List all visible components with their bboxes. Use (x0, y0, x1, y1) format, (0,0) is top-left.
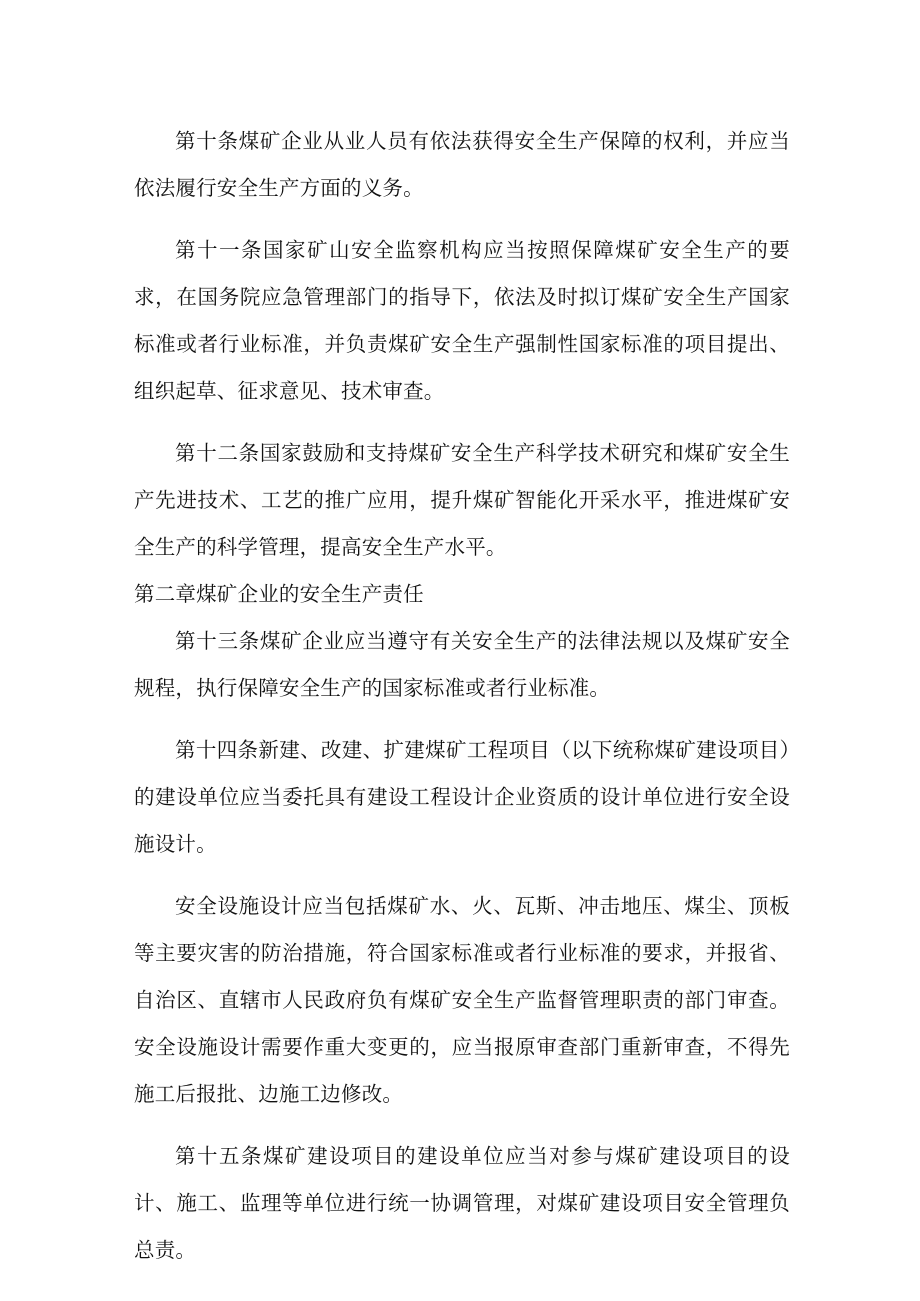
article-13-paragraph: 第十三条煤矿企业应当遵守有关安全生产的法律法规以及煤矿安全规程，执行保障安全生产的国家标准或者行业标准。 (134, 629, 790, 700)
article-10-paragraph: 第十条煤矿企业从业人员有依法获得安全生产保障的权利，并应当依法履行安全生产方面的义务。 (134, 129, 790, 200)
article-14-paragraph: 第十四条新建、改建、扩建煤矿工程项目（以下统称煤矿建设项目）的建设单位应当委托具有建设工程设计企业资质的设计单位进行安全设施设计。 (134, 738, 790, 856)
article-11-paragraph: 第十一条国家矿山安全监察机构应当按照保障煤矿安全生产的要求，在国务院应急管理部门的指导下，依法及时拟订煤矿安全生产国家标准或者行业标准，并负责煤矿安全生产强制性国家标准的项目提出、组织起草、征求意见、技术审查。 (134, 238, 790, 403)
article-12-paragraph: 第十二条国家鼓励和支持煤矿安全生产科学技术研究和煤矿安全生产先进技术、工艺的推广应用，提升煤矿智能化开采水平，推进煤矿安全生产的科学管理，提高安全生产水平。 (134, 441, 790, 559)
chapter-2-heading: 第二章煤矿企业的安全生产责任 (134, 582, 424, 606)
safety-design-paragraph: 安全设施设计应当包括煤矿水、火、瓦斯、冲击地压、煤尘、顶板等主要灾害的防治措施，符合国家标准或者行业标准的要求，并报省、自治区、直辖市人民政府负有煤矿安全生产监督管理职责的部门审查。安全设施设计需要作重大变更的，应当报原审查部门重新审查，不得先施工后报批、边施工边修改。 (134, 894, 790, 1106)
article-15-paragraph: 第十五条煤矿建设项目的建设单位应当对参与煤矿建设项目的设计、施工、监理等单位进行统一协调管理，对煤矿建设项目安全管理负总责。 (134, 1144, 790, 1262)
document-body (134, 118, 790, 1274)
